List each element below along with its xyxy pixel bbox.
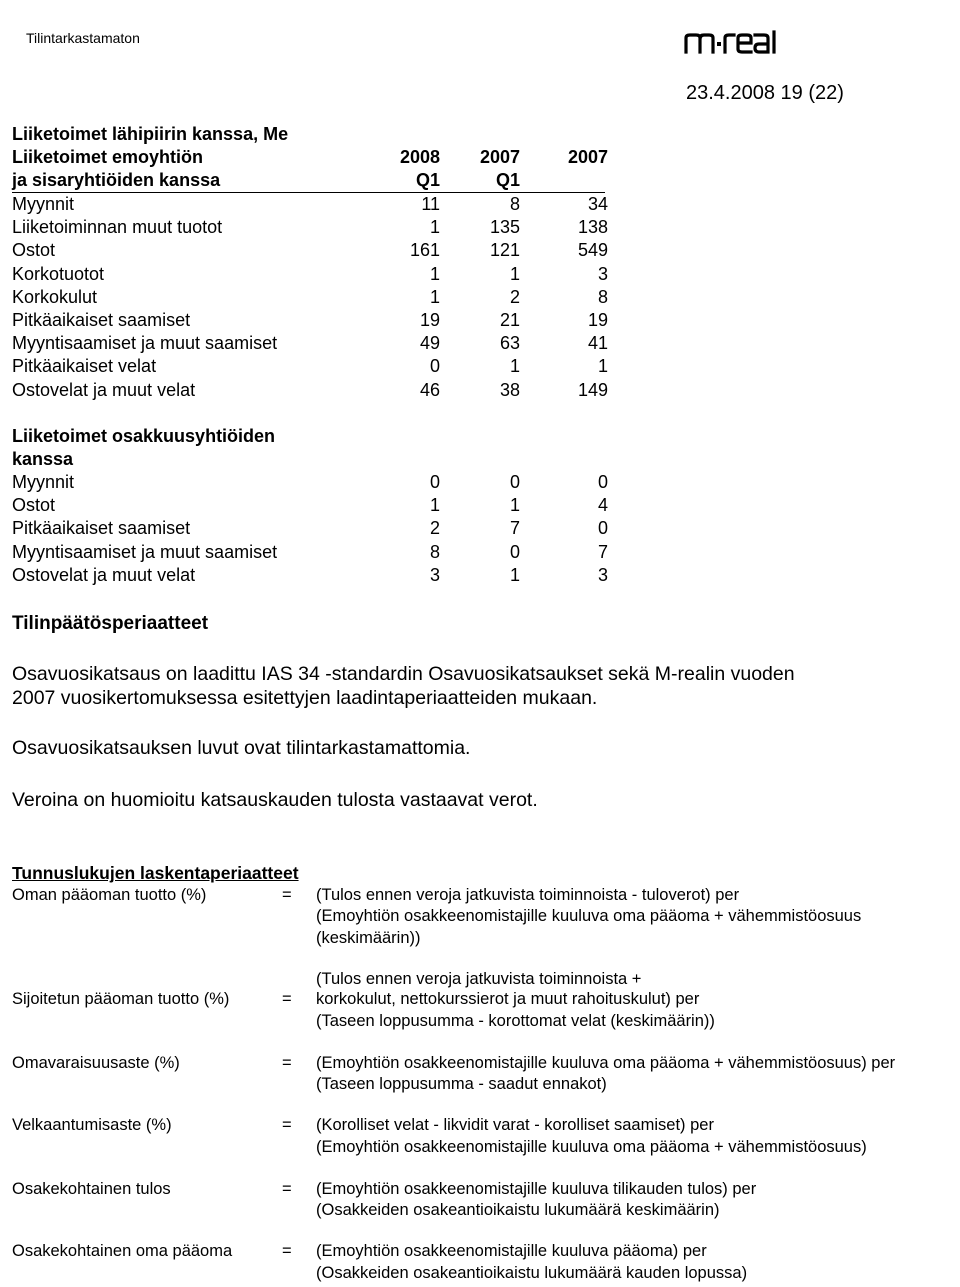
equals-sign: = <box>282 1180 292 1198</box>
ratio-formula-line: (Osakkeiden osakeantioikaistu lukumäärä keskimäärin) <box>316 1201 720 1219</box>
table-header-row <box>12 147 612 170</box>
cell-value: 7 <box>509 518 520 539</box>
cell-value: 135 <box>489 217 520 238</box>
cell-value: 0 <box>597 518 608 539</box>
accounting-paragraph: Osavuosikatsauksen luvut ovat tilintarkastamattomia. <box>12 737 471 759</box>
row-label: Pitkäaikaiset velat <box>12 356 157 377</box>
row-label: Myynnit <box>12 472 75 492</box>
ratio-formula-line: (Tulos ennen veroja jatkuvista toiminnoista + <box>316 970 642 988</box>
cell-value: 121 <box>489 240 520 261</box>
table-row <box>12 565 612 588</box>
cell-value: 138 <box>577 217 608 238</box>
cell-value: 0 <box>597 472 608 492</box>
table-row <box>12 194 612 217</box>
accounting-principles-title: Tilinpäätösperiaatteet <box>12 613 209 634</box>
cell-value: 549 <box>577 240 608 261</box>
cell-value: 8 <box>509 194 520 214</box>
ratio-formula-line: (Emoyhtiön osakkeenomistajille kuuluva oma pääoma + vähemmistöosuus) per <box>316 1054 896 1072</box>
ratio-formula-line: (Emoyhtiön osakkeenomistajille kuuluva tilikauden tulos) per <box>316 1180 757 1198</box>
cell-value: 46 <box>419 379 440 400</box>
ratio-name: Oman pääoman tuotto (%) <box>12 886 207 904</box>
ratio-formula-line: korkokulut, nettokurssierot ja muut rahoituskulut) per <box>316 990 700 1008</box>
row-label: Myynnit <box>12 194 75 214</box>
audit-status-label: Tilintarkastamaton <box>26 30 140 46</box>
col-header: 2008 <box>399 147 440 167</box>
cell-value: 0 <box>509 472 520 492</box>
table-row <box>12 380 612 403</box>
cell-value: 0 <box>429 472 440 492</box>
cell-value: 161 <box>409 240 440 261</box>
row-label: Ostovelat ja muut velat <box>12 379 196 400</box>
m-real-logo <box>684 30 796 56</box>
ratio-formula-line: (Taseen loppusumma - korottomat velat (keskimäärin)) <box>316 1012 715 1030</box>
ratio-formula-line: (Emoyhtiön osakkeenomistajille kuuluva oma pääoma + vähemmistöosuus) <box>316 1138 867 1156</box>
ratio-formula-line: (Tulos ennen veroja jatkuvista toiminnoista - tuloverot) per <box>316 886 740 904</box>
ratio-name: Velkaantumisaste (%) <box>12 1116 172 1134</box>
table-row <box>12 495 612 518</box>
cell-value: 3 <box>429 564 440 585</box>
row-label: Ostot <box>12 495 56 516</box>
table-row <box>12 542 612 565</box>
ratio-formula-line: (Osakkeiden osakeantioikaistu lukumäärä kauden lopussa) <box>316 1264 748 1282</box>
cell-value: 8 <box>597 286 608 307</box>
table-row <box>12 310 612 333</box>
col-header: 2007 <box>479 147 520 167</box>
cell-value: 1 <box>597 356 608 377</box>
row-label: Ostot <box>12 240 56 261</box>
cell-value: 41 <box>587 333 608 354</box>
col-subheader: Q1 <box>495 170 520 190</box>
row-label: Ostovelat ja muut velat <box>12 564 196 585</box>
table-row <box>12 264 612 287</box>
ratio-formula-line: (Korolliset velat - likvidit varat - korolliset saamiset) per <box>316 1116 714 1134</box>
cell-value: 49 <box>419 333 440 354</box>
cell-value: 7 <box>597 541 608 562</box>
row-label: Myyntisaamiset ja muut saamiset <box>12 541 278 562</box>
cell-value: 1 <box>509 356 520 377</box>
equals-sign: = <box>282 886 292 904</box>
date-page-number: 23.4.2008 19 (22) <box>686 82 844 104</box>
row-label: Pitkäaikaiset saamiset <box>12 310 191 330</box>
cell-value: 1 <box>429 217 440 238</box>
cell-value: 34 <box>587 194 608 214</box>
cell-value: 38 <box>499 379 520 400</box>
cell-value: 1 <box>429 263 440 284</box>
ratio-name: Osakekohtainen tulos <box>12 1180 171 1198</box>
col-subheader: Q1 <box>415 170 440 190</box>
ratio-formula-line: (keskimäärin)) <box>316 929 421 947</box>
cell-value: 19 <box>587 310 608 330</box>
table-row <box>12 518 612 541</box>
cell-value: 0 <box>509 541 520 562</box>
section-title-associates-cont: kanssa <box>12 449 74 469</box>
row-label: Myyntisaamiset ja muut saamiset <box>12 333 278 354</box>
row-label: Pitkäaikaiset saamiset <box>12 518 191 539</box>
row-label: Korkokulut <box>12 286 98 307</box>
table-header-row <box>12 170 612 193</box>
equals-sign: = <box>282 1242 292 1260</box>
table-row <box>12 287 612 310</box>
cell-value: 1 <box>429 495 440 516</box>
table-row <box>12 356 612 379</box>
ratio-name: Osakekohtainen oma pääoma <box>12 1242 233 1260</box>
ratio-definitions-title: Tunnuslukujen laskentaperiaatteet <box>12 863 299 883</box>
ratio-formula-line: (Emoyhtiön osakkeenomistajille kuuluva oma pääoma + vähemmistöosuus <box>316 907 862 925</box>
row-label: Korkotuotot <box>12 263 105 284</box>
cell-value: 149 <box>577 379 608 400</box>
accounting-paragraph-line: 2007 vuosikertomuksessa esitettyjen laadintaperiaatteiden mukaan. <box>12 687 598 709</box>
cell-value: 1 <box>509 495 520 516</box>
cell-value: 3 <box>597 263 608 284</box>
table-row <box>12 240 612 263</box>
cell-value: 2 <box>429 518 440 539</box>
header-divider <box>12 192 605 193</box>
row-label: Liiketoiminnan muut tuotot <box>12 217 223 238</box>
cell-value: 8 <box>429 541 440 562</box>
cell-value: 3 <box>597 564 608 585</box>
cell-value: 0 <box>429 356 440 377</box>
col-header: 2007 <box>567 147 608 167</box>
ratio-formula-line: (Emoyhtiön osakkeenomistajille kuuluva pääoma) per <box>316 1242 707 1260</box>
cell-value: 11 <box>421 194 440 214</box>
ratio-name: Sijoitetun pääoman tuotto (%) <box>12 990 230 1008</box>
cell-value: 1 <box>509 263 520 284</box>
table-row <box>12 217 612 240</box>
table-row <box>12 472 612 495</box>
accounting-paragraph-line: Osavuosikatsaus on laadittu IAS 34 -standardin Osavuosikatsaukset sekä M-realin vuoden <box>12 663 795 685</box>
table-row <box>12 333 612 356</box>
ratio-formula-line: (Taseen loppusumma - saadut ennakot) <box>316 1075 607 1093</box>
cell-value: 21 <box>499 310 520 330</box>
group-title: ja sisaryhtiöiden kanssa <box>12 170 221 190</box>
cell-value: 1 <box>509 564 520 585</box>
group-title: Liiketoimet emoyhtiön <box>12 147 204 167</box>
equals-sign: = <box>282 1054 292 1072</box>
cell-value: 2 <box>509 286 520 307</box>
equals-sign: = <box>282 990 292 1008</box>
section-title-associates: Liiketoimet osakkuusyhtiöiden <box>12 426 276 446</box>
cell-value: 1 <box>429 286 440 307</box>
cell-value: 19 <box>419 310 440 330</box>
ratio-name: Omavaraisuusaste (%) <box>12 1054 180 1072</box>
accounting-paragraph: Veroina on huomioitu katsauskauden tulosta vastaavat verot. <box>12 789 538 811</box>
cell-value: 63 <box>499 333 520 354</box>
section-title-related-parties: Liiketoimet lähipiirin kanssa, Me <box>12 124 289 144</box>
cell-value: 4 <box>597 495 608 516</box>
equals-sign: = <box>282 1116 292 1134</box>
